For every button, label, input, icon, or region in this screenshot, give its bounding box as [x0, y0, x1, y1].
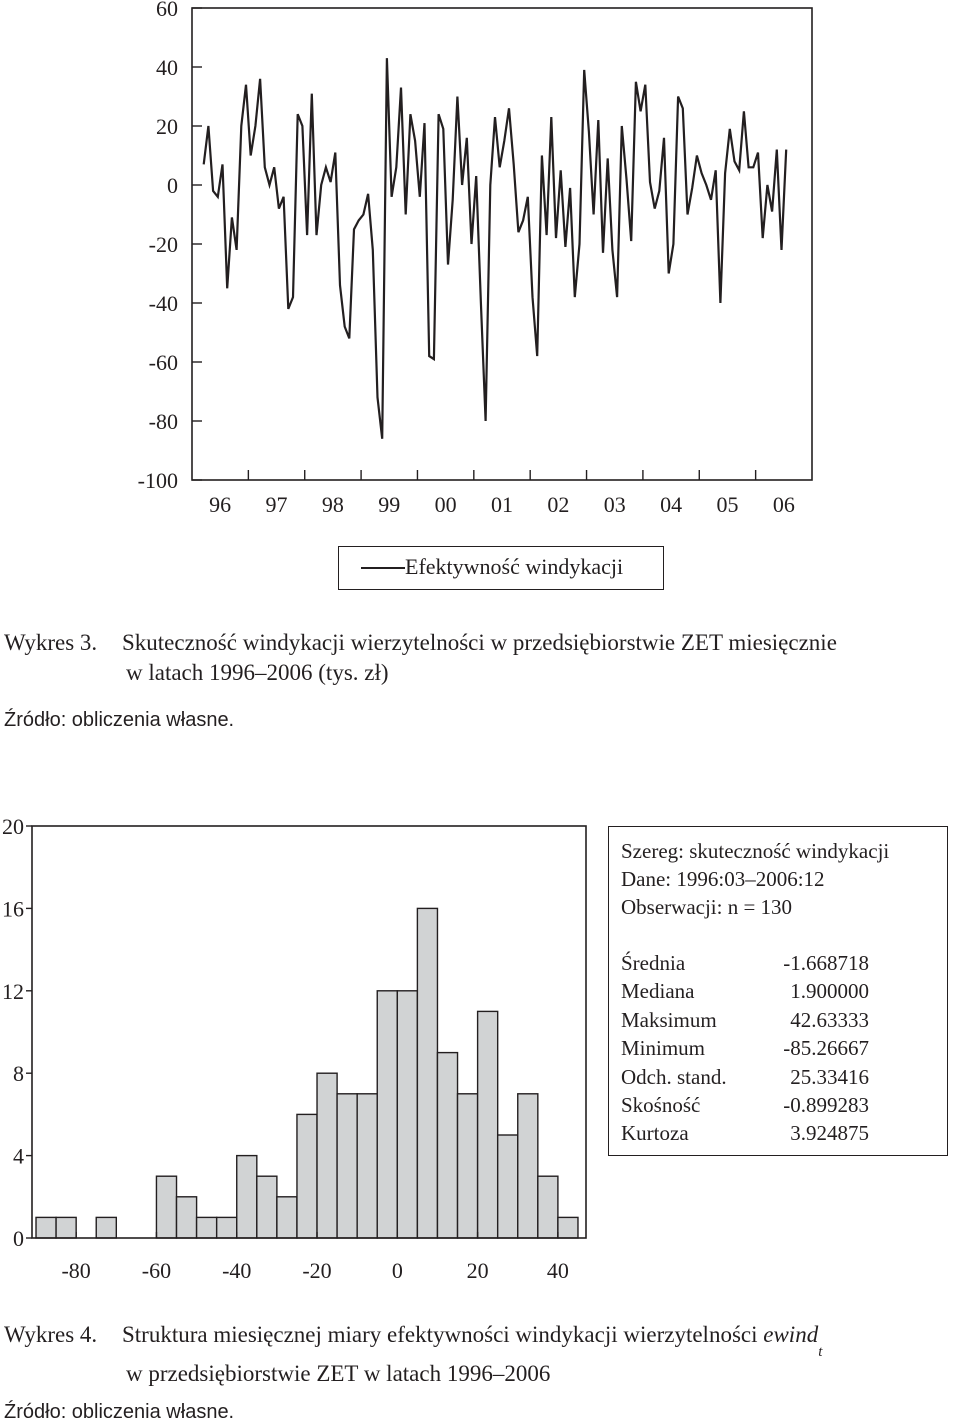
- histogram-bar: [237, 1156, 257, 1238]
- y-tick-label: 4: [13, 1143, 24, 1169]
- caption-variable-subscript: t: [818, 1343, 823, 1360]
- y-tick-label: -60: [148, 350, 178, 375]
- histogram-bar: [357, 1094, 377, 1238]
- x-tick-label: 20: [466, 1258, 489, 1283]
- x-tick-label: 0: [391, 1258, 403, 1283]
- histogram-bar: [397, 991, 417, 1238]
- histogram-bar: [277, 1197, 297, 1238]
- histogram-bar: [337, 1094, 357, 1238]
- series-group: [204, 58, 787, 439]
- figure-caption-1: [4, 628, 837, 688]
- y-tick-label: -100: [137, 468, 178, 493]
- x-tick-label: 40: [546, 1258, 569, 1283]
- histogram-bar: [558, 1217, 578, 1238]
- stat-label: Maksimum: [621, 1007, 717, 1032]
- stats-series-line: Szereg: skuteczność windykacji: [621, 839, 890, 863]
- stat-label: Skośność: [621, 1093, 701, 1118]
- x-tick-label: 96: [209, 492, 232, 517]
- stat-label: Minimum: [621, 1036, 706, 1061]
- series-line: [204, 58, 787, 439]
- x-tick-label: -60: [141, 1258, 172, 1283]
- histogram-bar: [36, 1217, 56, 1238]
- y-axis: [2, 814, 32, 1251]
- stats-row: [621, 949, 869, 977]
- y-tick-label: -80: [148, 409, 178, 434]
- y-tick-label: -40: [148, 291, 178, 316]
- x-tick-label: 97: [265, 492, 288, 517]
- y-tick-label: 0: [13, 1226, 24, 1251]
- caption-variable: [763, 1322, 823, 1360]
- histogram-bar: [538, 1176, 558, 1238]
- stats-row: [621, 1119, 869, 1147]
- histogram-bar: [458, 1094, 478, 1238]
- histogram-bar: [297, 1114, 317, 1238]
- y-tick-label: 40: [156, 55, 178, 80]
- stats-row: [621, 1034, 869, 1062]
- stat-value: 25.33416: [790, 1064, 869, 1089]
- stats-row: [621, 977, 869, 1005]
- stats-table: [621, 949, 869, 1148]
- y-tick-label: 16: [2, 896, 24, 922]
- caption-number: Wykres 4.: [4, 1322, 98, 1347]
- stat-value: -0.899283: [783, 1093, 869, 1118]
- x-tick-label: 98: [321, 492, 344, 517]
- stats-row: [621, 1006, 869, 1034]
- x-axis: [61, 1232, 568, 1283]
- y-tick-label: 8: [13, 1061, 24, 1087]
- stat-value: 42.63333: [790, 1007, 869, 1032]
- y-tick-label: 12: [2, 978, 24, 1004]
- stat-value: -85.26667: [783, 1036, 869, 1061]
- histogram-bar: [257, 1176, 277, 1238]
- caption-number: Wykres 3.: [4, 630, 98, 655]
- histogram-bar: [478, 1011, 498, 1238]
- caption-text: Skuteczność windykacji wierzytelności w przedsiębiorstwie ZET miesięcznie: [122, 630, 837, 655]
- y-tick-label: -20: [148, 232, 178, 257]
- y-tick-label: 60: [156, 0, 178, 21]
- y-tick-label: 20: [156, 114, 178, 139]
- legend-label: Efektywność windykacji: [405, 554, 624, 579]
- x-tick-label: 00: [434, 492, 457, 517]
- stat-value: 1.900000: [790, 979, 869, 1004]
- histogram-bar: [317, 1073, 337, 1238]
- caption-variable-name: ewind: [763, 1322, 819, 1347]
- line-chart: [0, 0, 960, 540]
- x-tick-label: 06: [772, 492, 795, 517]
- histogram-bar: [437, 1053, 457, 1238]
- x-tick-label: -40: [222, 1258, 252, 1283]
- stat-label: Kurtoza: [621, 1121, 689, 1146]
- x-tick-label: -80: [61, 1258, 91, 1283]
- histogram-bar: [177, 1197, 197, 1238]
- caption-text-line2: w przedsiębiorstwie ZET w latach 1996–2006: [126, 1360, 551, 1386]
- stats-row: [621, 1091, 869, 1119]
- stat-label: Mediana: [621, 979, 695, 1004]
- bars-group: [36, 908, 578, 1238]
- stat-label: Odch. stand.: [621, 1064, 727, 1089]
- x-axis: [209, 470, 795, 517]
- x-tick-label: 01: [491, 492, 513, 517]
- histogram-bar: [518, 1094, 538, 1238]
- x-tick-label: 99: [378, 492, 401, 517]
- histogram-bar: [217, 1217, 237, 1238]
- histogram-bar: [156, 1176, 176, 1238]
- figure-caption-2: [4, 1320, 822, 1389]
- stats-data-line: Dane: 1996:03–2006:12: [621, 867, 825, 891]
- caption-text: Struktura miesięcznej miary efektywności windykacji wierzytelności: [122, 1322, 758, 1347]
- x-tick-label: 04: [660, 492, 683, 517]
- histogram-bar: [96, 1217, 116, 1238]
- y-tick-label: 0: [167, 173, 178, 198]
- y-tick-label: 20: [2, 814, 24, 839]
- stats-row: [621, 1063, 869, 1091]
- x-tick-label: -20: [302, 1258, 332, 1283]
- legend-line-swatch: [361, 567, 405, 569]
- stats-obs-line: Obserwacji: n = 130: [621, 895, 793, 919]
- histogram-bar: [197, 1217, 217, 1238]
- histogram-chart: [0, 810, 600, 1283]
- x-tick-label: 03: [603, 492, 626, 517]
- histogram-bar: [377, 991, 397, 1238]
- caption-text-line2: w latach 1996–2006 (tys. zł): [126, 660, 389, 685]
- figure-source-1: Źródło: obliczenia własne.: [4, 709, 235, 731]
- stat-value: 3.924875: [790, 1121, 869, 1146]
- stat-value: -1.668718: [783, 951, 869, 975]
- figure-source-2: Źródło: obliczenia własne.: [4, 1401, 235, 1423]
- histogram-bar: [498, 1135, 518, 1238]
- histogram-bar: [417, 908, 437, 1238]
- histogram-bar: [56, 1217, 76, 1238]
- chart-legend: [338, 546, 664, 590]
- stat-label: Średnia: [621, 951, 686, 975]
- x-tick-label: 02: [547, 492, 570, 517]
- x-tick-label: 05: [716, 492, 739, 517]
- statistics-box: [608, 826, 948, 1156]
